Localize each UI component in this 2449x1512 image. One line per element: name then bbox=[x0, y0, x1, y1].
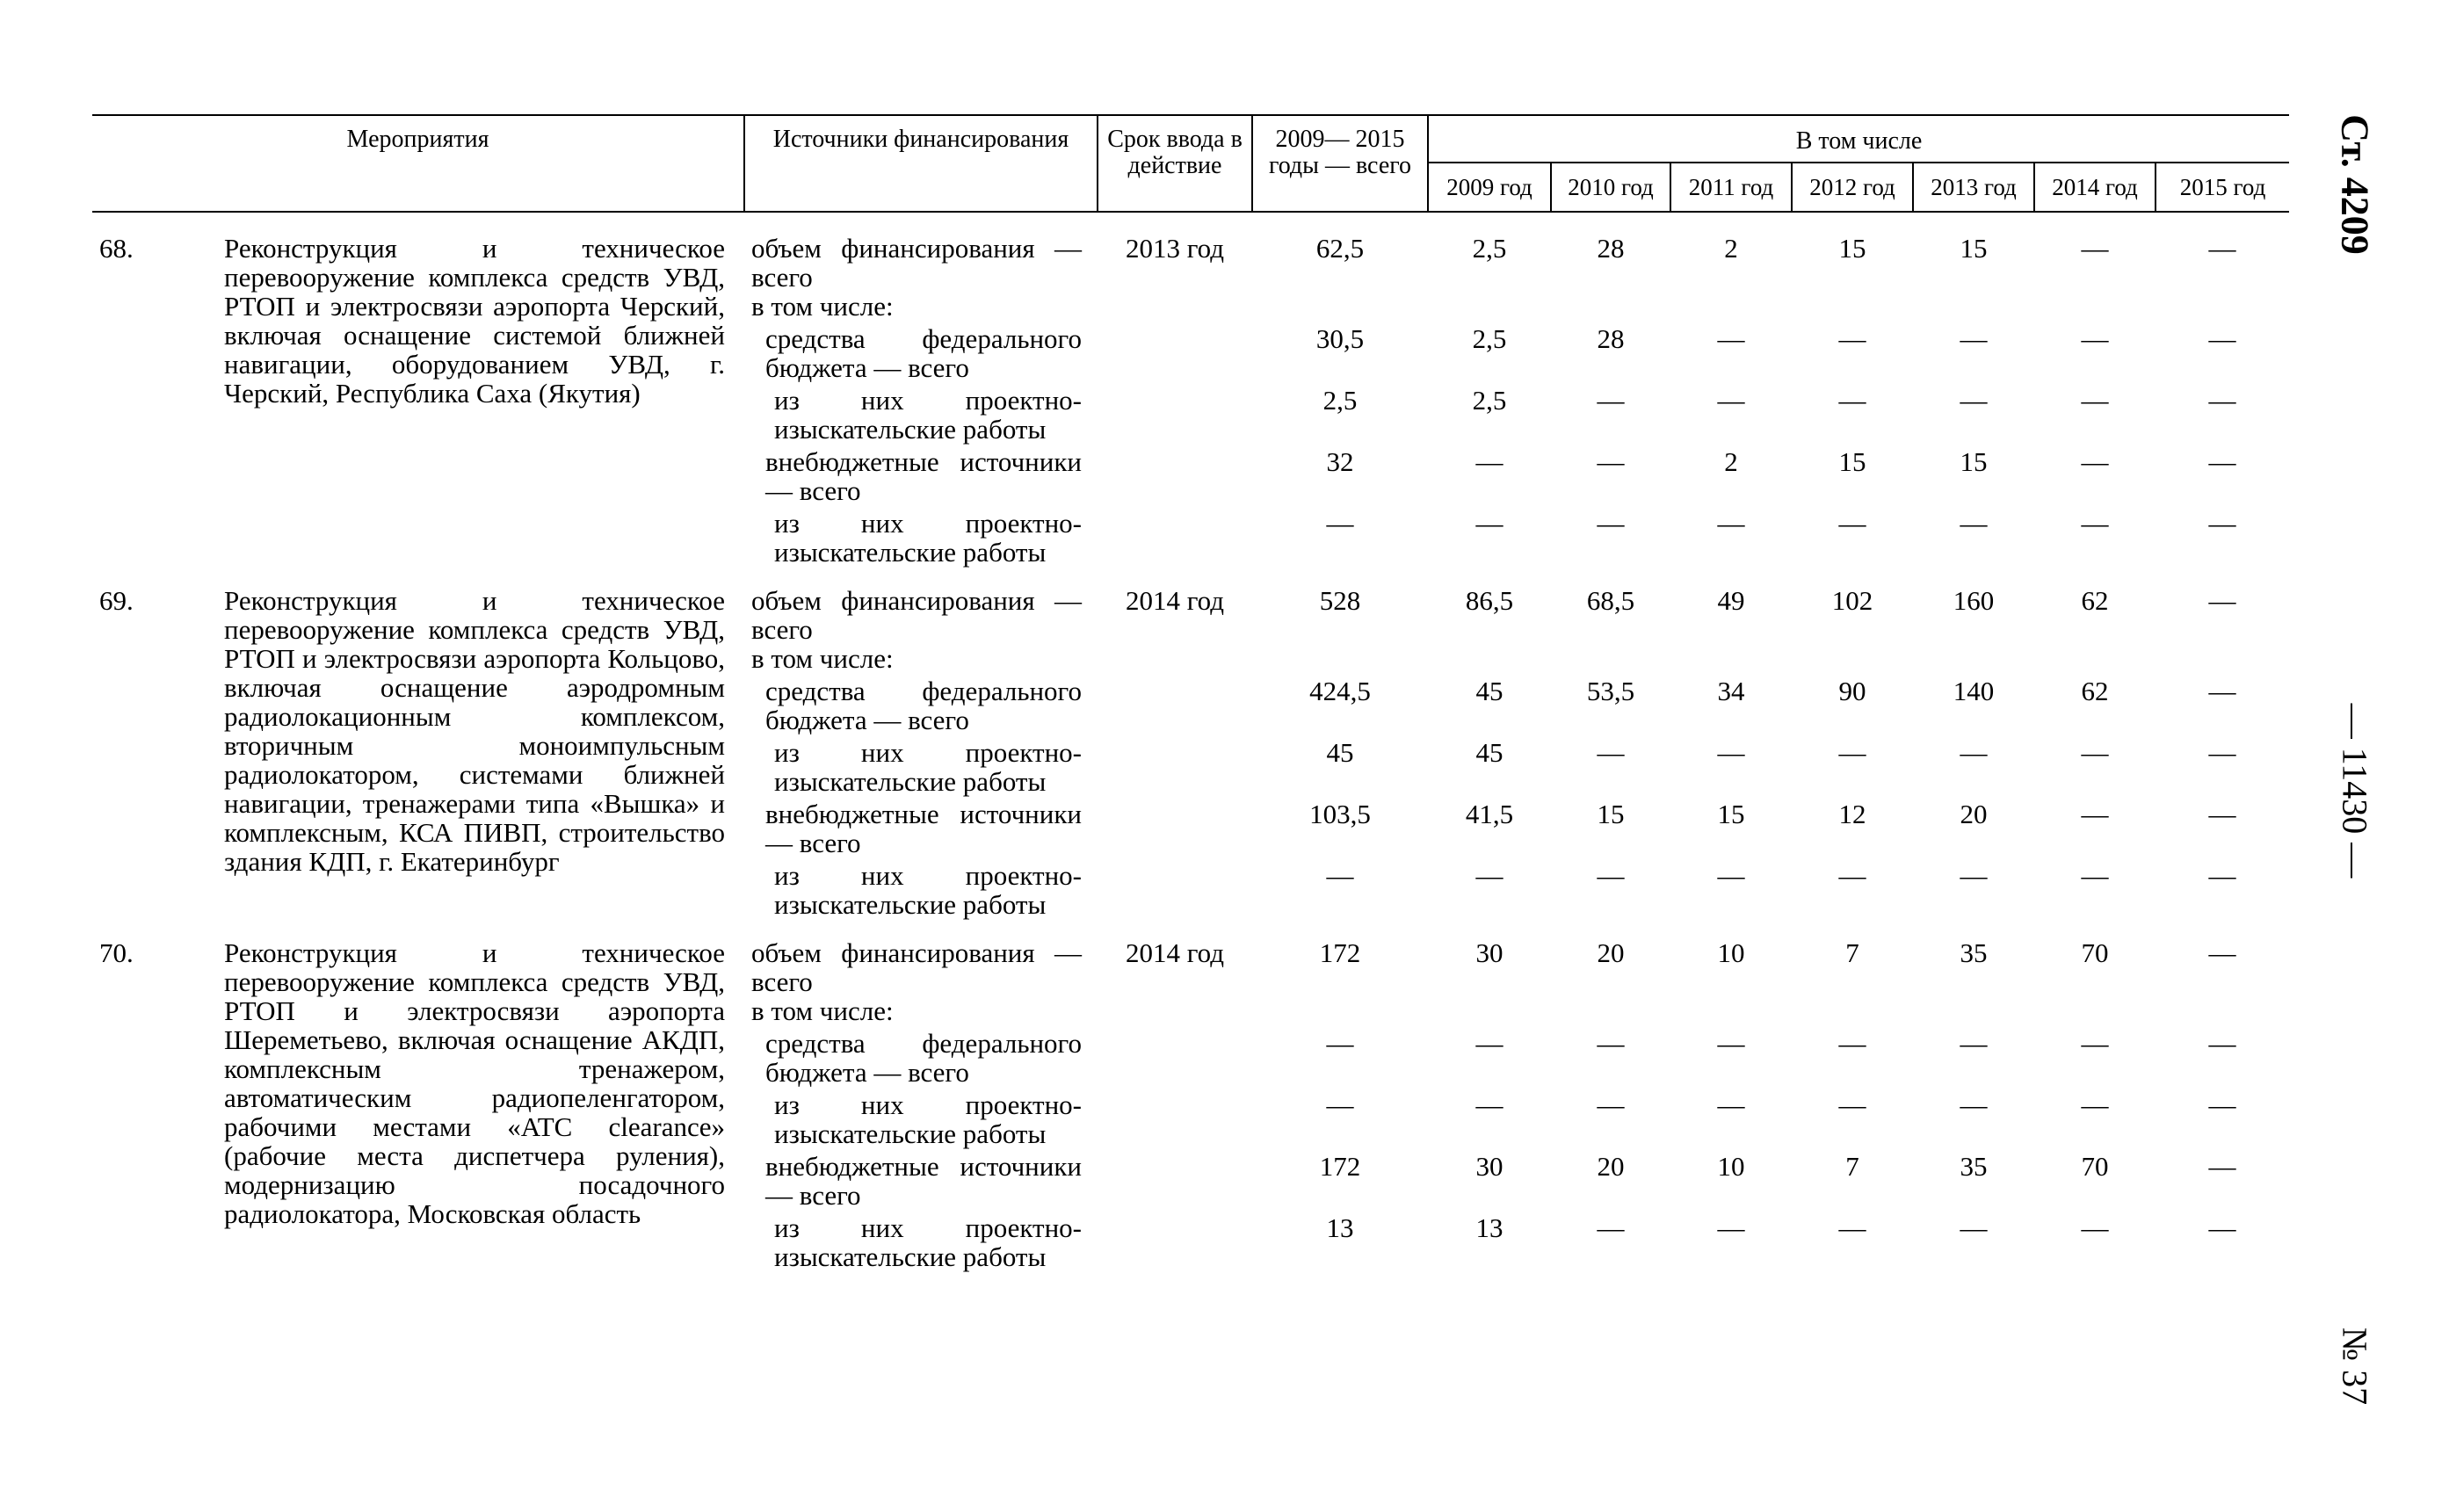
year-cell: — bbox=[1960, 385, 1988, 416]
table-body bbox=[92, 212, 2289, 1271]
year-cell bbox=[1670, 292, 1792, 321]
year-cell: — bbox=[2081, 508, 2109, 539]
year-cell: 15 bbox=[1960, 233, 1988, 264]
year-cell: — bbox=[2208, 676, 2236, 706]
header-year-2014: 2014 год bbox=[2034, 163, 2156, 212]
total-cell: 172 bbox=[1319, 1151, 1361, 1182]
year-cell: — bbox=[1838, 1212, 1866, 1243]
year-cell bbox=[1670, 996, 1792, 1025]
year-cell: — bbox=[2081, 323, 2109, 354]
year-cell: — bbox=[1960, 1089, 1988, 1120]
year-cell: — bbox=[2081, 233, 2109, 264]
year-cell: 10 bbox=[1717, 1151, 1745, 1182]
year-cell: 35 bbox=[1960, 937, 1988, 968]
year-cell: — bbox=[1838, 508, 1866, 539]
row-number: 70. bbox=[99, 937, 134, 968]
total-cell: — bbox=[1326, 1028, 1354, 1059]
year-cell: — bbox=[1597, 508, 1625, 539]
year-cell bbox=[2156, 996, 2289, 1025]
year-cell: — bbox=[1717, 1089, 1745, 1120]
year-cell bbox=[1913, 292, 2034, 321]
source-label: в том числе: bbox=[751, 291, 894, 322]
total-cell: — bbox=[1326, 860, 1354, 891]
header-year-2010: 2010 год bbox=[1551, 163, 1670, 212]
year-cell: 140 bbox=[1953, 676, 1995, 706]
year-cell bbox=[1551, 996, 1670, 1025]
year-cell: — bbox=[1597, 1212, 1625, 1243]
year-cell: — bbox=[1838, 737, 1866, 768]
document-number: — 11430 — bbox=[2335, 703, 2375, 879]
header-including: В том числе bbox=[1428, 115, 2289, 163]
table-row bbox=[92, 919, 2289, 996]
year-cell: — bbox=[2208, 1212, 2236, 1243]
year-cell: — bbox=[2208, 1089, 2236, 1120]
year-cell: 28 bbox=[1597, 233, 1625, 264]
total-cell: 2,5 bbox=[1322, 385, 1358, 416]
year-cell bbox=[2034, 996, 2156, 1025]
year-cell: 62 bbox=[2081, 676, 2109, 706]
total-cell: 528 bbox=[1319, 585, 1361, 616]
total-cell bbox=[1252, 644, 1428, 673]
source-label: средства федерального бюджета — всего bbox=[765, 676, 1082, 735]
year-cell: 70 bbox=[2081, 937, 2109, 968]
issue-number: № 37 bbox=[2335, 1327, 2375, 1406]
year-cell: — bbox=[2208, 1028, 2236, 1059]
year-cell: — bbox=[2208, 937, 2236, 968]
year-cell: — bbox=[1717, 323, 1745, 354]
source-label: из них проектно-изыскательские работы bbox=[774, 1089, 1082, 1149]
source-label: в том числе: bbox=[751, 643, 894, 674]
total-cell bbox=[1252, 996, 1428, 1025]
year-cell: — bbox=[1717, 508, 1745, 539]
year-cell: 15 bbox=[1838, 233, 1866, 264]
year-cell: — bbox=[1717, 1028, 1745, 1059]
total-cell: 13 bbox=[1326, 1212, 1354, 1243]
year-cell: 2,5 bbox=[1472, 323, 1507, 354]
year-cell bbox=[2034, 644, 2156, 673]
year-cell: 30 bbox=[1475, 937, 1503, 968]
year-cell: — bbox=[1717, 1212, 1745, 1243]
year-cell: — bbox=[1597, 737, 1625, 768]
year-cell: 49 bbox=[1717, 585, 1745, 616]
year-cell: — bbox=[2081, 446, 2109, 477]
header-sources: Источники финансирования bbox=[744, 115, 1098, 212]
page-number: Ст. 4209 bbox=[2333, 114, 2377, 255]
year-cell bbox=[1792, 292, 1913, 321]
year-cell: — bbox=[2081, 799, 2109, 829]
year-cell: 2,5 bbox=[1472, 233, 1507, 264]
year-cell: 68,5 bbox=[1586, 585, 1635, 616]
header-year-2011: 2011 год bbox=[1670, 163, 1792, 212]
term-cell: 2014 год bbox=[1125, 585, 1225, 616]
year-cell: — bbox=[1838, 1028, 1866, 1059]
year-cell bbox=[1792, 644, 1913, 673]
year-cell: — bbox=[2081, 860, 2109, 891]
year-cell: — bbox=[1838, 860, 1866, 891]
year-cell bbox=[1551, 644, 1670, 673]
year-cell: 20 bbox=[1960, 799, 1988, 829]
term-cell: 2014 год bbox=[1125, 937, 1225, 968]
year-cell: — bbox=[1838, 1089, 1866, 1120]
year-cell: — bbox=[1838, 323, 1866, 354]
source-label: объем финансирования — всего bbox=[751, 585, 1082, 645]
total-cell: 32 bbox=[1326, 446, 1354, 477]
year-cell bbox=[1428, 292, 1551, 321]
year-cell: 53,5 bbox=[1586, 676, 1635, 706]
year-cell: 7 bbox=[1845, 937, 1859, 968]
year-cell bbox=[1913, 644, 2034, 673]
year-cell: — bbox=[2208, 233, 2236, 264]
year-cell: 30 bbox=[1475, 1151, 1503, 1182]
year-cell: — bbox=[1597, 1028, 1625, 1059]
table-row bbox=[92, 567, 2289, 644]
year-cell: — bbox=[1960, 323, 1988, 354]
measure-name: Реконструкция и техническое перевооружение комплекса средств УВД, РТОП и электросвязи аэропорта Шереметьево, включая оснащение АКДП, комплексным тренажером, автоматическим радиопеленгатором, рабочими местами «ATC clearance» (рабочие места диспетчера руления), модернизацию посадочного радиолокатора, Московская область bbox=[224, 937, 725, 1229]
row-number: 68. bbox=[99, 233, 134, 264]
year-cell: — bbox=[1717, 737, 1745, 768]
financing-table bbox=[92, 114, 2289, 1271]
total-cell: — bbox=[1326, 1089, 1354, 1120]
year-cell: 12 bbox=[1838, 799, 1866, 829]
year-cell bbox=[2034, 292, 2156, 321]
year-cell: 20 bbox=[1597, 937, 1625, 968]
year-cell: — bbox=[2208, 1151, 2236, 1182]
year-cell: 102 bbox=[1831, 585, 1873, 616]
year-cell: — bbox=[1960, 860, 1988, 891]
year-cell: 2 bbox=[1724, 233, 1738, 264]
year-cell: 86,5 bbox=[1465, 585, 1514, 616]
year-cell bbox=[2156, 644, 2289, 673]
total-cell: 30,5 bbox=[1315, 323, 1365, 354]
year-cell: 90 bbox=[1838, 676, 1866, 706]
year-cell: 15 bbox=[1960, 446, 1988, 477]
year-cell: 2 bbox=[1724, 446, 1738, 477]
year-cell: — bbox=[2208, 799, 2236, 829]
year-cell: 7 bbox=[1845, 1151, 1859, 1182]
year-cell: — bbox=[1475, 860, 1503, 891]
year-cell: 15 bbox=[1838, 446, 1866, 477]
header-year-2015: 2015 год bbox=[2156, 163, 2289, 212]
year-cell: — bbox=[1597, 1089, 1625, 1120]
total-cell: 103,5 bbox=[1309, 799, 1371, 829]
year-cell: — bbox=[2208, 737, 2236, 768]
year-cell: 45 bbox=[1475, 676, 1503, 706]
year-cell: 70 bbox=[2081, 1151, 2109, 1182]
header-measures: Мероприятия bbox=[92, 115, 744, 212]
source-label: объем финансирования — всего bbox=[751, 937, 1082, 997]
year-cell: — bbox=[2208, 385, 2236, 416]
year-cell: 41,5 bbox=[1465, 799, 1514, 829]
year-cell bbox=[1913, 996, 2034, 1025]
year-cell: 45 bbox=[1475, 737, 1503, 768]
header-total: 2009— 2015 годы — всего bbox=[1252, 115, 1428, 212]
year-cell: — bbox=[2208, 585, 2236, 616]
header-term: Срок ввода в действие bbox=[1098, 115, 1252, 212]
header-year-2013: 2013 год bbox=[1913, 163, 2034, 212]
year-cell: 13 bbox=[1475, 1212, 1503, 1243]
year-cell: 34 bbox=[1717, 676, 1745, 706]
year-cell: — bbox=[2081, 1212, 2109, 1243]
year-cell bbox=[1428, 996, 1551, 1025]
total-cell: 424,5 bbox=[1309, 676, 1371, 706]
year-cell: — bbox=[1597, 385, 1625, 416]
year-cell: 160 bbox=[1953, 585, 1995, 616]
year-cell: 2,5 bbox=[1472, 385, 1507, 416]
year-cell: 20 bbox=[1597, 1151, 1625, 1182]
source-label: средства федерального бюджета — всего bbox=[765, 1028, 1082, 1088]
year-cell bbox=[1670, 644, 1792, 673]
year-cell: 10 bbox=[1717, 937, 1745, 968]
measure-name: Реконструкция и техническое перевооружение комплекса средств УВД, РТОП и электросвязи аэропорта Кольцово, включая оснащение аэродромным радиолокационным комплексом, вторичным моноимпульсным радиолокатором, системами ближней навигации, тренажерами типа «Вышка» и комплексным, КСА ПИВП, строительство здания КДП, г. Екатеринбург bbox=[224, 585, 725, 877]
year-cell: — bbox=[2208, 323, 2236, 354]
header-year-2012: 2012 год bbox=[1792, 163, 1913, 212]
total-cell: 62,5 bbox=[1315, 233, 1365, 264]
year-cell: — bbox=[1597, 860, 1625, 891]
year-cell: 15 bbox=[1717, 799, 1745, 829]
source-label: из них проектно-изыскательские работы bbox=[774, 860, 1082, 920]
row-number: 69. bbox=[99, 585, 134, 616]
source-label: объем финансирования — всего bbox=[751, 233, 1082, 293]
year-cell bbox=[1551, 292, 1670, 321]
source-label: внебюджетные источники — всего bbox=[765, 446, 1082, 506]
year-cell: — bbox=[1475, 508, 1503, 539]
total-cell: 172 bbox=[1319, 937, 1361, 968]
term-cell: 2013 год bbox=[1125, 233, 1225, 264]
total-cell bbox=[1252, 292, 1428, 321]
source-label: средства федерального бюджета — всего bbox=[765, 323, 1082, 383]
year-cell: — bbox=[1597, 446, 1625, 477]
year-cell: 35 bbox=[1960, 1151, 1988, 1182]
source-label: из них проектно-изыскательские работы bbox=[774, 737, 1082, 797]
year-cell: — bbox=[1717, 860, 1745, 891]
year-cell: — bbox=[1960, 737, 1988, 768]
source-label: в том числе: bbox=[751, 995, 894, 1026]
year-cell: — bbox=[1717, 385, 1745, 416]
year-cell: — bbox=[2081, 1028, 2109, 1059]
year-cell: — bbox=[2081, 1089, 2109, 1120]
year-cell: — bbox=[1960, 1212, 1988, 1243]
year-cell bbox=[1792, 996, 1913, 1025]
year-cell: — bbox=[1475, 446, 1503, 477]
year-cell: — bbox=[2081, 737, 2109, 768]
year-cell: — bbox=[1475, 1089, 1503, 1120]
source-label: из них проектно-изыскательские работы bbox=[774, 508, 1082, 568]
year-cell: — bbox=[1960, 508, 1988, 539]
total-cell: 45 bbox=[1326, 737, 1354, 768]
source-label: внебюджетные источники — всего bbox=[765, 1151, 1082, 1211]
measure-name: Реконструкция и техническое перевооружение комплекса средств УВД, РТОП и электросвязи аэропорта Черский, включая оснащение системой ближней навигации, оборудованием УВД, г. Черский, Республика Саха (Якутия) bbox=[224, 233, 725, 409]
year-cell: — bbox=[1838, 385, 1866, 416]
source-label: внебюджетные источники — всего bbox=[765, 799, 1082, 858]
year-cell: — bbox=[2208, 860, 2236, 891]
year-cell bbox=[1428, 644, 1551, 673]
source-label: из них проектно-изыскательские работы bbox=[774, 385, 1082, 445]
header-year-2009: 2009 год bbox=[1428, 163, 1551, 212]
year-cell: — bbox=[1960, 1028, 1988, 1059]
source-label: из них проектно-изыскательские работы bbox=[774, 1212, 1082, 1272]
year-cell: — bbox=[2208, 446, 2236, 477]
total-cell: — bbox=[1326, 508, 1354, 539]
year-cell bbox=[2156, 292, 2289, 321]
year-cell: 62 bbox=[2081, 585, 2109, 616]
year-cell: — bbox=[2081, 385, 2109, 416]
table-row bbox=[92, 212, 2289, 292]
year-cell: — bbox=[2208, 508, 2236, 539]
year-cell: 28 bbox=[1597, 323, 1625, 354]
year-cell: 15 bbox=[1597, 799, 1625, 829]
year-cell: — bbox=[1475, 1028, 1503, 1059]
